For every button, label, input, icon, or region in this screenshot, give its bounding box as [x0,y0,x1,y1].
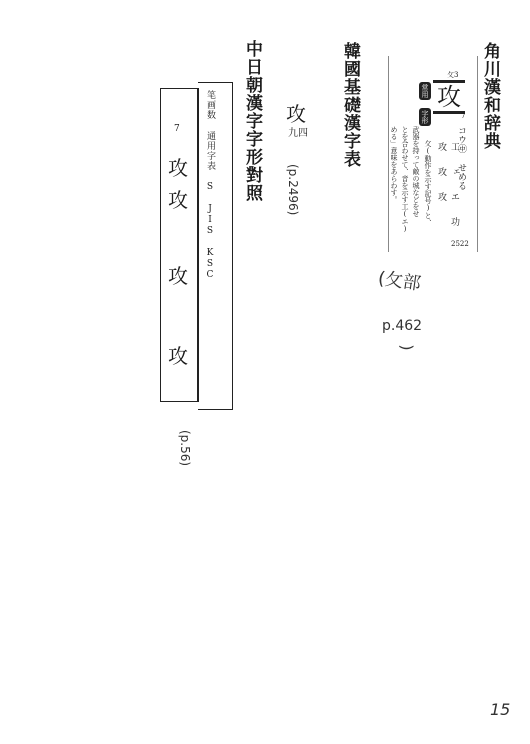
cjk-form-1: 攻 [168,156,188,180]
radical-page: p.462 [382,318,423,334]
cjk-header: 笔画数 通用字表 S JIS KSC [205,90,215,281]
kadokawa-entry [388,56,478,252]
headword-box [433,80,465,114]
radical-note: (攵部 [376,267,423,295]
cjk-note: (p.56) [178,430,192,467]
korean-char: 攻 [286,102,306,126]
explanation-3: とを合わせて、音を示す工(エ) [401,126,409,233]
cjk-form-3: 攻 [168,264,188,288]
korean-number: 九四 [288,128,308,139]
radical-tag: 攵3 [447,71,459,79]
reading: コウ㊥ せめる [456,126,466,190]
cjk-title: 中日朝漢字字形對照 [242,40,262,202]
kadokawa-title: 角川漢和辞典 [480,42,500,150]
cjk-stroke-count: 7 [174,124,180,134]
korean-note: (p.2496) [286,164,300,216]
explanation-2: 武器を持って敵の城などをせ [412,126,420,217]
page-number: 15 [490,700,511,719]
explanation-1: 攵(動作を示す記号)と、 [424,140,432,226]
headword: 攻 [437,83,461,111]
forms-line: 工 ェ エ 功 攻 攻 攻 [436,142,459,229]
explanation-4: める」意味をあらわす。 [390,126,398,203]
korean-title: 韓國基礎漢字表 [340,42,360,168]
badge-shikei: 字形 [421,110,429,124]
badge-kanyou: 常用 [421,84,429,98]
stroke-tag: 7 [461,112,466,120]
cjk-table [160,82,232,408]
entry-number: 2522 [451,240,469,248]
cjk-form-2: 攻 [168,188,188,212]
radical-close: ) [397,344,417,351]
cjk-form-4: 攻 [168,344,188,368]
